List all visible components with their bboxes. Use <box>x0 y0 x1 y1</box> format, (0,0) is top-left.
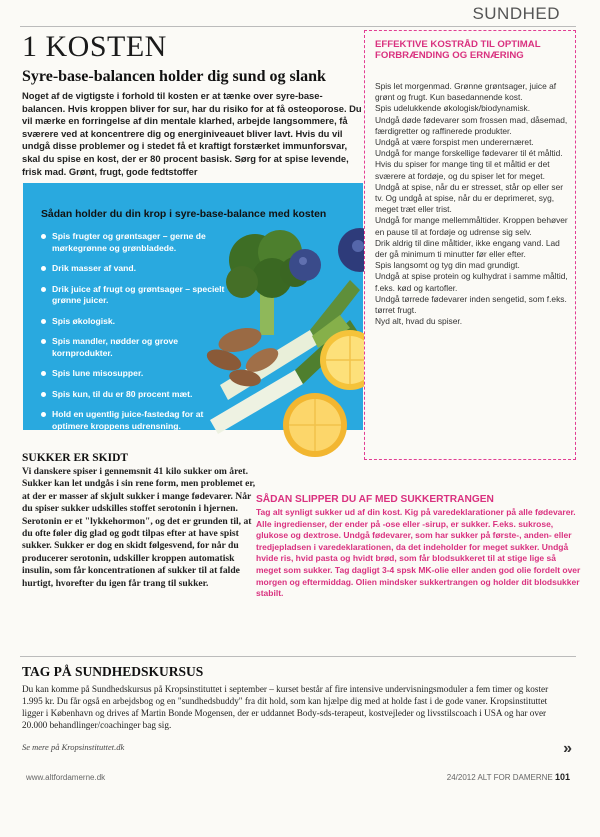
list-item: Undgå at spise protein og kulhydrat i samme måltid, f.eks. kød og kartofler. <box>375 271 568 293</box>
list-item: Spis mandler, nødder og grove kornprodukter. <box>41 336 241 359</box>
list-item: Spis økologisk. <box>41 316 241 328</box>
diet-advice-list <box>375 81 570 327</box>
list-item: Spis udelukkende økologisk/biodynamisk. <box>375 103 531 114</box>
sugar-body: Vi danskere spiser i gennemsnit 41 kilo sukker om året. Sukker kan let undgås i sin rene form, men problemet er, at der er masser af skjult sukker i mange fødevarer. Når du spiser sukker udskilles stoffet serotonin i hjernen. Serotonin er et "lykkehormon", og det er grunden til, at du ofte føler dig glad og godt tilpas efter at have spist sukker. Sukker er dog en skidt følgesvend, for når du producerer serotonin, udskiller kroppen automatisk insulin, som får koncentrationen af sukker til at falde hurtigt, hvorefter du igen får trang til sukker. <box>22 466 256 589</box>
list-item: Spis let morgenmad. Grønne grøntsager, juice af grønt og frugt. Kun basedannende kost. <box>375 81 557 103</box>
list-item: Spis langsomt og tyg din mad grundigt. <box>375 260 520 271</box>
list-item: Undgå for mange forskellige fødevarer til ét måltid. Hvis du spiser for mange ting til et måltid er det sværere at fordøje, og du spiser let for meget. <box>375 148 563 181</box>
list-item: Undgå at spise, når du er stresset, står op eller ser tv. Og undgå at spise, når du er deprimeret, syg, meget træt eller trist. <box>375 181 564 215</box>
balance-tips-title: Sådan holder du din krop i syre-base-balance med kosten <box>41 209 327 220</box>
list-item: Spis frugter og grøntsager – gerne de mørkegrønne og grønbladede. <box>41 231 241 254</box>
list-item: Hold en ugentlig juice-fastedag for at optimere kroppens udrensning. <box>41 409 241 430</box>
continue-chevron-icon: » <box>563 740 572 757</box>
article-intro: Noget af de vigtigste i forhold til kosten er at tænke over syre-base-balancen. Hvis kroppen bliver for sur, har du risiko for at få osteoporose. Du vil mærke en forringelse af din mentale klarhed, arbejde langsommere, få sværere ved at koncentrere dig og energiniveauet bliver lavt. Hvis du vil undgå disse problemer og i stedet få et kraftigt forstærket immunforsvar, skal du spise en kost, der er 80 procent basisk. Sørg for at spise levende, frisk mad. Grønt, frugt, gode fedtstoffer <box>22 90 362 177</box>
article-subtitle: Syre-base-balancen holder dig sund og slank <box>22 68 326 85</box>
course-heading: TAG PÅ SUNDHEDSKURSUS <box>22 664 204 679</box>
course-more-link[interactable]: Se mere på Kropsinstituttet.dk <box>22 742 125 752</box>
course-divider <box>20 656 576 657</box>
list-item: Nyd alt, hvad du spiser. <box>375 316 463 327</box>
footer-url[interactable]: www.altfordamerne.dk <box>26 773 106 782</box>
diet-advice-title: EFFEKTIVE KOSTRÅD TIL OPTIMAL FORBRÆNDING OG ERNÆRING <box>375 39 541 62</box>
footer-issue <box>447 772 570 782</box>
section-label: SUNDHED <box>472 4 560 23</box>
list-item: Undgå døde fødevarer som frossen mad, dåsemad, færdigretter og raffinerede produkter. <box>375 114 568 136</box>
footer-issue-label: 24/2012 ALT FOR DAMERNE <box>446 773 553 782</box>
page-number: 101 <box>554 772 570 782</box>
craving-body: Tag alt synligt sukker ud af din kost. Kig på varedeklarationer på alle fødevarer. Alle ingredienser, der ender på -ose eller -sirup, er sukker. F.eks. sukrose, glukose og dextrose. Undgå fødevarer, som har sukker på første-, anden- eller tredjepladsen i varedeklarationen, da det indeholder for meget sukker. Undgå hvide ris, hvid pasta og hvidt brød, som får blodsukkeret til at stige lige så meget som sukker. Tag dagligt 3-4 spsk MK-olie eller anden god olie fordelt over morgen og eftermiddag. Olien mindsker sukkertrangen og holder dit blodsukker stabilt. <box>256 507 581 599</box>
diet-advice-box <box>364 30 576 460</box>
list-item: Drik aldrig til dine måltider, ikke engang vand. Lad der gå minimum ti minutter før eller efter. <box>375 237 560 260</box>
food-photo <box>200 220 385 465</box>
list-item: Spis lune misosupper. <box>41 368 241 380</box>
section-divider <box>20 26 576 27</box>
list-item: Undgå for mange mellemmåltider. Kroppen behøver en pause til at fordøje og udrense sig selv. <box>375 215 568 237</box>
sugar-heading: SUKKER ER SKIDT <box>22 452 129 464</box>
broccoli-image <box>226 230 310 335</box>
craving-heading: SÅDAN SLIPPER DU AF MED SUKKERTRANGEN <box>256 494 494 505</box>
list-item: Drik masser af vand. <box>41 263 241 275</box>
list-item: Spis kun, til du er 80 procent mæt. <box>41 389 241 401</box>
list-item: Drik juice af frugt og grøntsager – specielt grønne juicer. <box>41 284 241 307</box>
list-item: Undgå at være forspist men underernæret. <box>375 137 534 148</box>
article-title: 1 KOSTEN <box>22 30 167 63</box>
list-item: Undgå tørrede fødevarer inden sengetid, som f.eks. tørret frugt. <box>375 293 567 316</box>
course-body: Du kan komme på Sundhedskursus på Kropsinstituttet i september – kurset består af fire intensive undervisningsmoduler a fem timer og koster 1.995 kr. Du får også en arbejdsbog og en "sundhedsbuddy" fra dit hold, som kan hjælpe dig med at holde fast i de gode vaner. Kropsinstituttet ligger i København og drives af Martin Bonde Mogensen, der er uddannet Body-sds-terapeut, kostvejleder og livsstilscoach i USA og har over 20.000 behandlinger/coachinger bag sig. <box>22 684 549 730</box>
